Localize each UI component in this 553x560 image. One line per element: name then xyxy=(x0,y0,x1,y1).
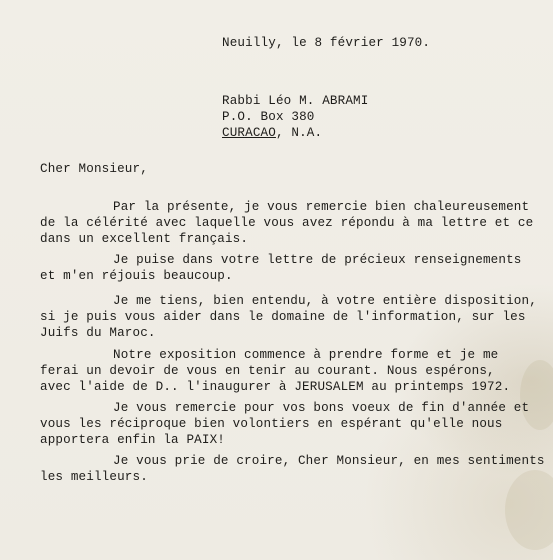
paper-stain xyxy=(520,360,553,430)
recipient-country: , N.A. xyxy=(275,126,323,140)
paragraph-6-line-1: Je vous prie de croire, Cher Monsieur, en mes sentiments xyxy=(113,454,545,468)
paragraph-4-line-2: ferai un devoir de vous en tenir au courant. Nous espérons, xyxy=(40,364,495,378)
paragraph-6-line-2: les meilleurs. xyxy=(40,470,148,484)
paragraph-5-line-1: Je vous remercie pour vos bons voeux de fin d'année et xyxy=(113,401,530,415)
recipient-box: P.O. Box 380 xyxy=(222,110,315,124)
paragraph-4-line-3: avec l'aide de D.. l'inaugurer à JERUSALEM au printemps 1972. xyxy=(40,380,511,394)
paragraph-1-line-3: dans un excellent français. xyxy=(40,232,249,246)
paragraph-1-line-1: Par la présente, je vous remercie bien chaleureusement xyxy=(113,200,530,214)
paragraph-5-line-2: vous les réciproque bien volontiers en espérant qu'elle nous xyxy=(40,417,503,431)
paragraph-3-line-1: Je me tiens, bien entendu, à votre entière disposition, xyxy=(113,294,537,308)
paragraph-4-line-1: Notre exposition commence à prendre forme et je me xyxy=(113,348,499,362)
recipient-name: Rabbi Léo M. ABRAMI xyxy=(222,94,369,108)
paragraph-3-line-3: Juifs du Maroc. xyxy=(40,326,156,340)
paper-stain xyxy=(505,470,553,550)
paragraph-5-line-3: apportera enfin la PAIX! xyxy=(40,433,225,447)
paragraph-3-line-2: si je puis vous aider dans le domaine de l'information, sur les xyxy=(40,310,526,324)
recipient-address xyxy=(222,126,322,140)
paragraph-2-line-1: Je puise dans votre lettre de précieux renseignements xyxy=(113,253,522,267)
paragraph-2-line-2: et m'en réjouis beaucoup. xyxy=(40,269,233,283)
recipient-city: CURACAO xyxy=(222,126,276,140)
place-date: Neuilly, le 8 février 1970. xyxy=(222,36,431,50)
salutation: Cher Monsieur, xyxy=(40,162,148,176)
paragraph-1-line-2: de la célérité avec laquelle vous avez répondu à ma lettre et ce xyxy=(40,216,534,230)
